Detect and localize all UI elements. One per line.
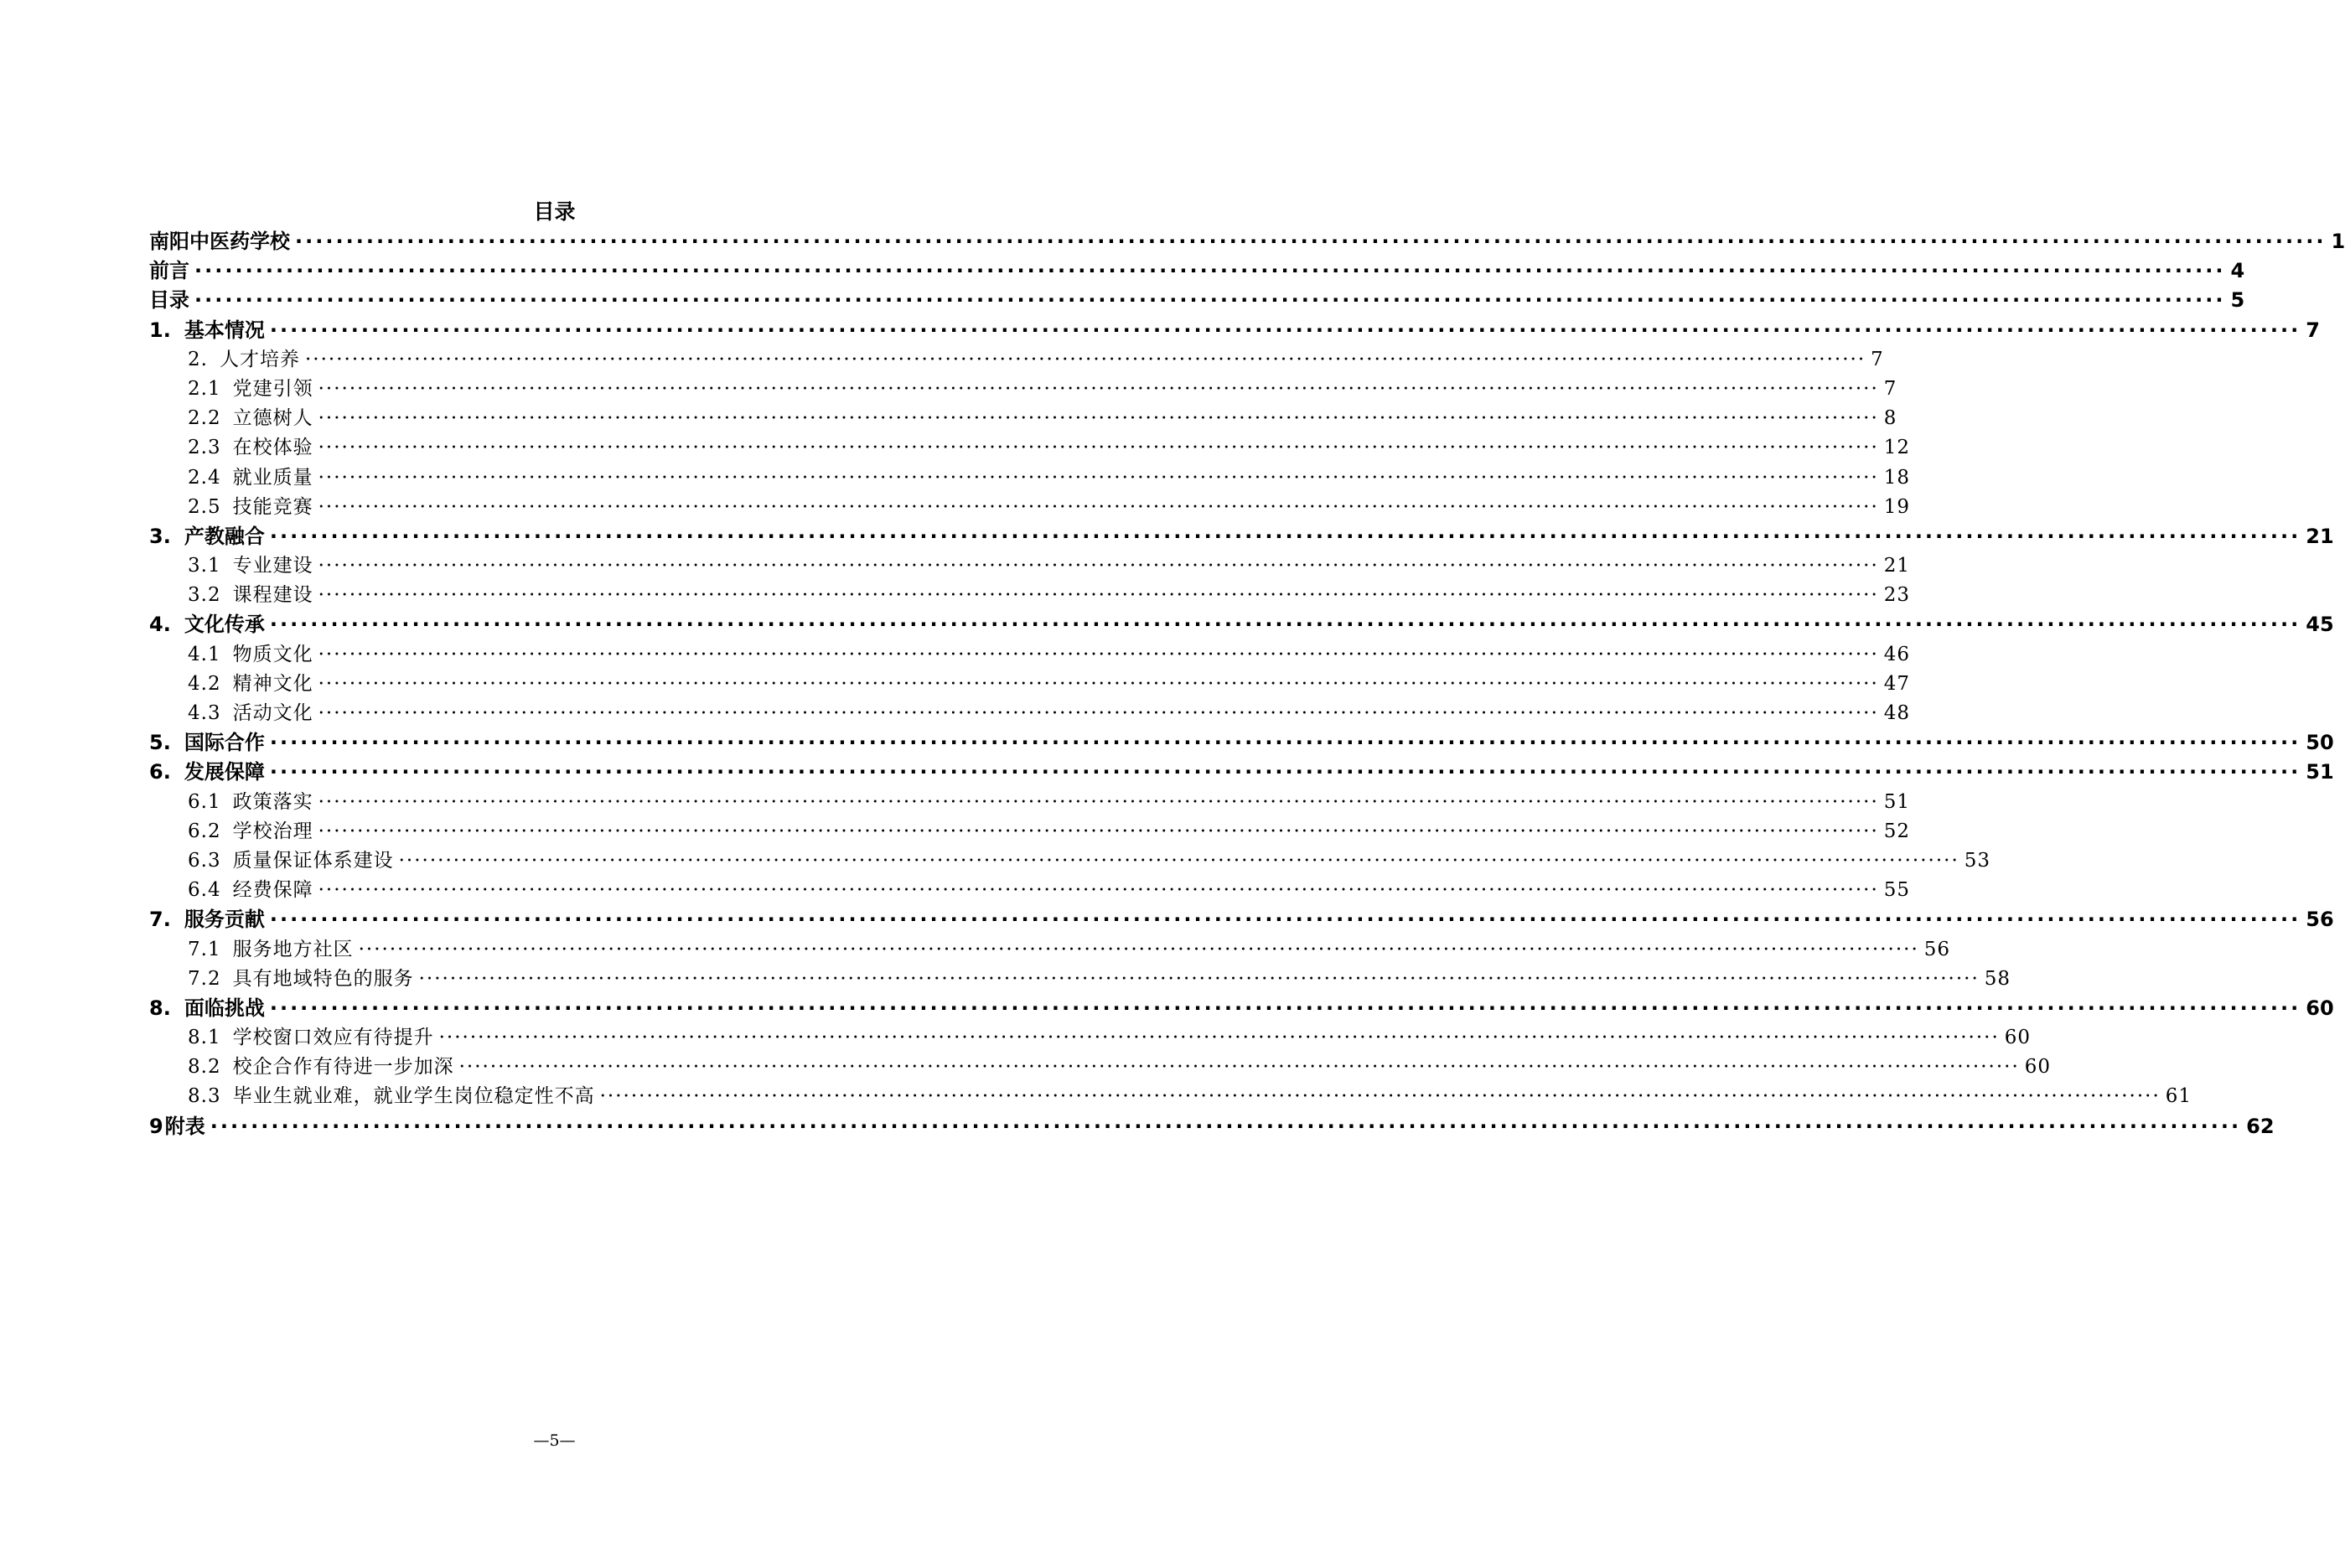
toc-entry-title: 党建引领 — [232, 377, 313, 400]
toc-entry-page-number: 52 — [1883, 820, 1911, 842]
toc-entry-title: 前言 — [149, 259, 189, 283]
toc-entry-number: 6.3 — [188, 849, 221, 872]
toc-entry-number: 7.2 — [188, 967, 221, 990]
toc-subsection-entry[interactable] — [149, 935, 1951, 965]
toc-entry-number: 7. — [149, 908, 171, 932]
page-number-footer: —5— — [533, 1431, 576, 1450]
toc-dot-leader: ········································································································································································································ — [398, 849, 1959, 872]
toc-section-entry[interactable] — [149, 758, 2334, 787]
toc-dot-leader: ········································································································································································································ — [318, 672, 1879, 695]
toc-entry-title: 国际合作 — [184, 731, 265, 755]
toc-entry-page-number: 7 — [1871, 348, 1884, 370]
toc-entry-number: 3. — [149, 524, 171, 548]
toc-dot-leader: ········································································································································································································ — [269, 524, 2301, 548]
toc-entry-title: 学校窗口效应有待提升 — [232, 1027, 434, 1049]
toc-dot-leader: ········································································································································································································ — [318, 377, 1879, 400]
toc-section-entry[interactable] — [149, 522, 2334, 551]
toc-entry-page-number: 50 — [2306, 731, 2334, 755]
toc-entry-title: 具有地域特色的服务 — [232, 967, 414, 990]
toc-dot-leader: ········································································································································································································ — [304, 348, 1866, 370]
toc-section-entry[interactable] — [149, 227, 2345, 256]
toc-entry-page-number: 19 — [1883, 495, 1911, 518]
toc-entry-title: 在校体验 — [232, 437, 313, 459]
toc-entry-title: 文化传承 — [184, 613, 265, 637]
toc-entry-title: 活动文化 — [232, 702, 313, 724]
toc-subsection-entry[interactable] — [149, 788, 1911, 817]
toc-entry-page-number: 60 — [2024, 1056, 2052, 1079]
toc-dot-leader: ········································································································································································································ — [318, 437, 1879, 459]
toc-entry-title: 校企合作有待进一步加深 — [232, 1056, 454, 1079]
toc-entry-page-number: 1 — [2331, 230, 2345, 253]
toc-entry-number: 4. — [149, 613, 171, 637]
toc-title: 目录 — [533, 199, 576, 224]
toc-subsection-entry[interactable] — [149, 1053, 2052, 1082]
toc-entry-number: 9 — [149, 1114, 163, 1138]
toc-entry-page-number: 56 — [2306, 908, 2334, 932]
toc-entry-number: 8. — [149, 996, 171, 1020]
toc-dot-leader: ········································································································································································································ — [318, 555, 1879, 577]
toc-entry-page-number: 18 — [1883, 466, 1911, 489]
toc-entry-page-number: 23 — [1883, 584, 1911, 607]
toc-dot-leader: ········································································································································································································ — [318, 702, 1879, 724]
toc-subsection-entry[interactable] — [149, 846, 1991, 876]
toc-entry-title: 毕业生就业难，就业学生岗位稳定性不高 — [232, 1085, 595, 1108]
toc-entry-title: 政策落实 — [232, 790, 313, 813]
toc-subsection-entry[interactable] — [149, 551, 1911, 581]
toc-entry-number: 6. — [149, 760, 171, 784]
toc-entry-number: 3.2 — [188, 584, 221, 607]
toc-subsection-entry[interactable] — [149, 463, 1911, 493]
toc-entry-number: 8.2 — [188, 1056, 221, 1079]
toc-entry-page-number: 55 — [1883, 879, 1911, 902]
toc-subsection-entry[interactable] — [149, 1082, 2192, 1111]
toc-dot-leader: ········································································································································································································ — [318, 407, 1879, 430]
toc-subsection-entry[interactable] — [149, 1023, 2032, 1053]
toc-entry-title: 南阳中医药学校 — [149, 230, 290, 253]
toc-section-entry[interactable] — [149, 610, 2334, 639]
toc-entry-title: 产教融合 — [184, 524, 265, 548]
toc-subsection-entry[interactable] — [149, 404, 1897, 433]
toc-dot-leader: ········································································································································································································ — [599, 1085, 2161, 1108]
toc-subsection-entry[interactable] — [149, 670, 1911, 699]
toc-dot-leader: ········································································································································································································ — [194, 288, 2226, 313]
toc-dot-leader: ········································································································································································································ — [194, 259, 2226, 283]
toc-entry-number: 2.2 — [188, 407, 221, 430]
toc-entry-number: 8.1 — [188, 1027, 221, 1049]
toc-entry-page-number: 53 — [1964, 849, 1991, 872]
toc-dot-leader: ········································································································································································································ — [269, 760, 2301, 784]
toc-entry-page-number: 60 — [2004, 1027, 2032, 1049]
toc-entry-title: 物质文化 — [232, 643, 313, 665]
toc-entry-number: 4.2 — [188, 672, 221, 695]
toc-subsection-entry[interactable] — [149, 433, 1911, 463]
toc-entry-number: 7.1 — [188, 938, 221, 960]
toc-subsection-entry[interactable] — [149, 345, 1884, 375]
toc-section-entry[interactable] — [149, 994, 2334, 1023]
toc-entry-number: 2.1 — [188, 377, 221, 400]
toc-section-entry[interactable] — [149, 1112, 2275, 1141]
toc-dot-leader: ········································································································································································································ — [269, 996, 2301, 1020]
toc-entry-page-number: 51 — [1883, 790, 1911, 813]
toc-entry-number: 2.4 — [188, 466, 221, 489]
toc-entry-page-number: 58 — [1984, 967, 2011, 990]
toc-entry-page-number: 12 — [1883, 437, 1911, 459]
toc-entry-page-number: 4 — [2230, 259, 2245, 283]
toc-entry-number: 2.5 — [188, 495, 221, 518]
toc-subsection-entry[interactable] — [149, 817, 1911, 846]
toc-dot-leader: ········································································································································································································ — [458, 1056, 2020, 1079]
toc-section-entry[interactable] — [149, 286, 2245, 315]
toc-entry-page-number: 61 — [2165, 1085, 2192, 1108]
toc-dot-leader: ········································································································································································································ — [318, 790, 1879, 813]
toc-entry-title: 基本情况 — [184, 318, 265, 342]
toc-entry-page-number: 21 — [2306, 524, 2334, 548]
toc-entry-page-number: 7 — [2306, 318, 2320, 342]
toc-subsection-entry[interactable] — [149, 640, 1911, 670]
toc-entry-title: 精神文化 — [232, 672, 313, 695]
toc-dot-leader: ········································································································································································································ — [269, 731, 2301, 755]
toc-entry-page-number: 47 — [1883, 672, 1911, 695]
toc-entry-number: 6.2 — [188, 820, 221, 842]
toc-dot-leader: ········································································································································································································ — [418, 967, 1980, 990]
toc-entry-title: 技能竞赛 — [232, 495, 313, 518]
toc-section-entry[interactable] — [149, 256, 2245, 286]
toc-subsection-entry[interactable] — [149, 581, 1911, 610]
table-of-contents — [149, 227, 2345, 1141]
toc-subsection-entry[interactable] — [149, 876, 1911, 905]
toc-entry-page-number: 21 — [1883, 555, 1911, 577]
toc-entry-title: 服务贡献 — [184, 908, 265, 932]
toc-subsection-entry[interactable] — [149, 699, 1911, 728]
toc-entry-page-number: 60 — [2306, 996, 2334, 1020]
toc-subsection-entry[interactable] — [149, 375, 1897, 404]
toc-dot-leader: ········································································································································································································ — [318, 495, 1879, 518]
toc-entry-number: 3.1 — [188, 555, 221, 577]
toc-dot-leader: ········································································································································································································ — [210, 1114, 2242, 1138]
toc-entry-page-number: 46 — [1883, 643, 1911, 665]
toc-entry-number: 4.3 — [188, 702, 221, 724]
toc-entry-page-number: 8 — [1883, 407, 1897, 430]
toc-entry-title: 经费保障 — [232, 879, 313, 902]
toc-dot-leader: ········································································································································································································ — [318, 879, 1879, 902]
toc-entry-page-number: 56 — [1923, 938, 1951, 960]
toc-entry-number: 6.1 — [188, 790, 221, 813]
toc-entry-number: 4.1 — [188, 643, 221, 665]
toc-entry-number: 2. — [188, 348, 208, 370]
toc-entry-title: 就业质量 — [232, 466, 313, 489]
toc-entry-number: 1. — [149, 318, 171, 342]
toc-entry-number: 6.4 — [188, 879, 221, 902]
toc-entry-title: 服务地方社区 — [232, 938, 354, 960]
toc-dot-leader: ········································································································································································································ — [269, 318, 2301, 342]
toc-entry-title: 立德树人 — [232, 407, 313, 430]
toc-section-entry[interactable] — [149, 905, 2334, 934]
toc-dot-leader: ········································································································································································································ — [318, 584, 1879, 607]
toc-entry-number: 2.3 — [188, 437, 221, 459]
toc-entry-title: 目录 — [149, 288, 189, 313]
toc-entry-title: 课程建设 — [232, 584, 313, 607]
toc-entry-title: 面临挑战 — [184, 996, 265, 1020]
toc-dot-leader: ········································································································································································································ — [269, 613, 2301, 637]
toc-entry-number: 8.3 — [188, 1085, 221, 1108]
toc-dot-leader: ········································································································································································································ — [438, 1027, 2000, 1049]
toc-entry-page-number: 48 — [1883, 702, 1911, 724]
toc-entry-title: 附表 — [164, 1114, 205, 1138]
toc-dot-leader: ········································································································································································································ — [318, 643, 1879, 665]
toc-dot-leader: ········································································································································································································ — [295, 230, 2327, 253]
toc-entry-title: 人才培养 — [219, 348, 300, 370]
toc-entry-page-number: 7 — [1883, 377, 1897, 400]
toc-section-entry[interactable] — [149, 728, 2334, 758]
toc-entry-page-number: 45 — [2306, 613, 2334, 637]
toc-subsection-entry[interactable] — [149, 965, 2011, 994]
toc-dot-leader: ········································································································································································································ — [358, 938, 1919, 960]
toc-subsection-entry[interactable] — [149, 493, 1911, 522]
toc-entry-title: 发展保障 — [184, 760, 265, 784]
toc-entry-title: 质量保证体系建设 — [232, 849, 394, 872]
toc-section-entry[interactable] — [149, 316, 2320, 345]
toc-entry-page-number: 5 — [2230, 288, 2245, 313]
toc-entry-number: 5. — [149, 731, 171, 755]
toc-dot-leader: ········································································································································································································ — [269, 908, 2301, 932]
toc-entry-title: 学校治理 — [232, 820, 313, 842]
toc-entry-page-number: 51 — [2306, 760, 2334, 784]
toc-dot-leader: ········································································································································································································ — [318, 466, 1879, 489]
toc-entry-page-number: 62 — [2246, 1114, 2275, 1138]
toc-dot-leader: ········································································································································································································ — [318, 820, 1879, 842]
toc-entry-title: 专业建设 — [232, 555, 313, 577]
